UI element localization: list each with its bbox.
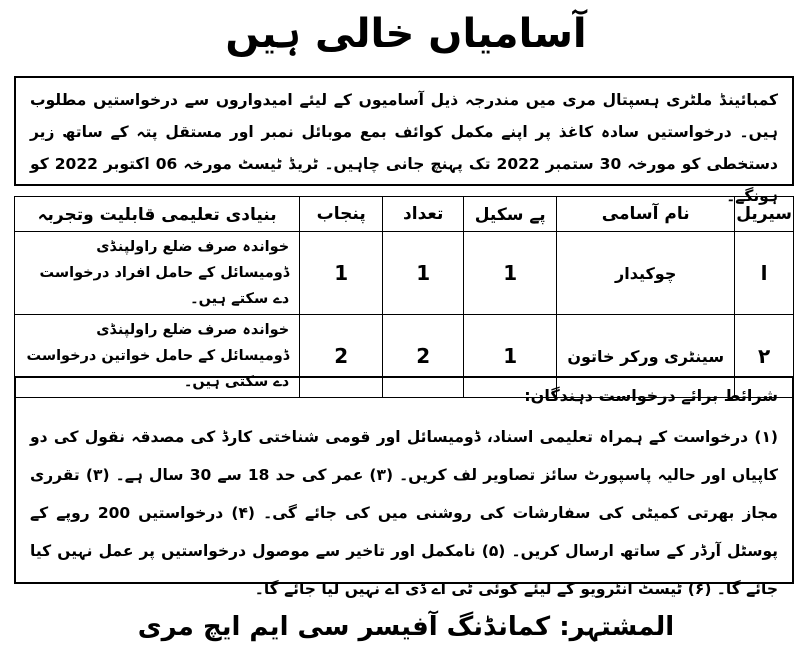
table-row: [15, 232, 794, 315]
cell-serial: ۲: [735, 315, 794, 398]
cell-requirement: خواندہ صرف ضلع راولپنڈی ڈومیسائل کے حامل خواتین درخواست دے سکتی ہیں۔: [15, 315, 300, 398]
vacancy-table: [14, 196, 794, 398]
cell-post: سینٹری ورکر خاتون: [557, 315, 735, 398]
header-serial: سیریل: [735, 197, 794, 232]
cell-punjab: 1: [300, 232, 383, 315]
advertiser-footer: [0, 604, 812, 650]
intro-paragraph: کمبائینڈ ملٹری ہسپتال مری میں مندرجہ ذیل آسامیوں کے لیئے امیدواروں سے درخواستیں مطلوب ہیں۔ درخواستیں سادہ کاغذ پر اپنے مکمل کوائف بمع موبائل نمبر اور مستقل پتہ کے ساتھ زیر دستخطی کو مورخہ 30 ستمبر 2022 تک پہنچ جانی چاہیں۔ ٹریڈ ٹیسٹ مورخہ 06 اکتوبر 2022 کو ہونگے۔: [30, 91, 778, 205]
intro-box: [14, 76, 794, 205]
page-title: آسامیاں خالی ہیں: [225, 11, 587, 57]
cell-scale: 1: [464, 315, 557, 398]
conditions-box: [14, 376, 794, 598]
vacancy-table-wrapper: [14, 196, 794, 398]
header-count: تعداد: [383, 197, 464, 232]
cell-count: 1: [383, 232, 464, 315]
header-punjab: پنجاب: [300, 197, 383, 232]
advertiser-line: المشتہر: کمانڈنگ آفیسر سی ایم ایچ مری: [137, 612, 675, 642]
conditions-body: (۱) درخواست کے ہمراہ تعلیمی اسناد، ڈومیسائل اور قومی شناختی کارڈ کی مصدقہ نقول کی دو کاپیاں اور حالیہ پاسپورٹ سائز تصاویر لف کریں۔ (۳) عمر کی حد 18 سے 30 سال ہے۔ (۳) تقرری مجاز بھرتی کمیٹی کی سفارشات کی روشنی میں کی جائے گی۔ (۴) درخواستیں 200 روپے کے پوسٹل آرڈر کے ساتھ ارسال کریں۔ (۵) نامکمل اور تاخیر سے موصول درخواستیں پر عمل نہیں کیا جائے گا۔ (۶) ٹیسٹ انٹرویو کے لیئے کوئی ٹی اے ڈی اے نہیں لیا جائے گا۔: [30, 428, 779, 598]
title-banner: [0, 4, 812, 68]
cell-serial: ا: [735, 232, 794, 315]
cell-requirement: خواندہ صرف ضلع راولپنڈی ڈومیسائل کے حامل افراد درخواست دے سکتے ہیں۔: [15, 232, 300, 315]
cell-count: 2: [383, 315, 464, 398]
table-header-row: [15, 197, 794, 232]
cell-scale: 1: [464, 232, 557, 315]
header-requirement: بنیادی تعلیمی قابلیت وتجربہ: [15, 197, 300, 232]
cell-post: چوکیدار: [557, 232, 735, 315]
header-post: نام آسامی: [557, 197, 735, 232]
header-scale: پے سکیل: [464, 197, 557, 232]
cell-punjab: 2: [300, 315, 383, 398]
conditions-title: شرائط برائے درخواست دہندگان:: [524, 386, 778, 405]
